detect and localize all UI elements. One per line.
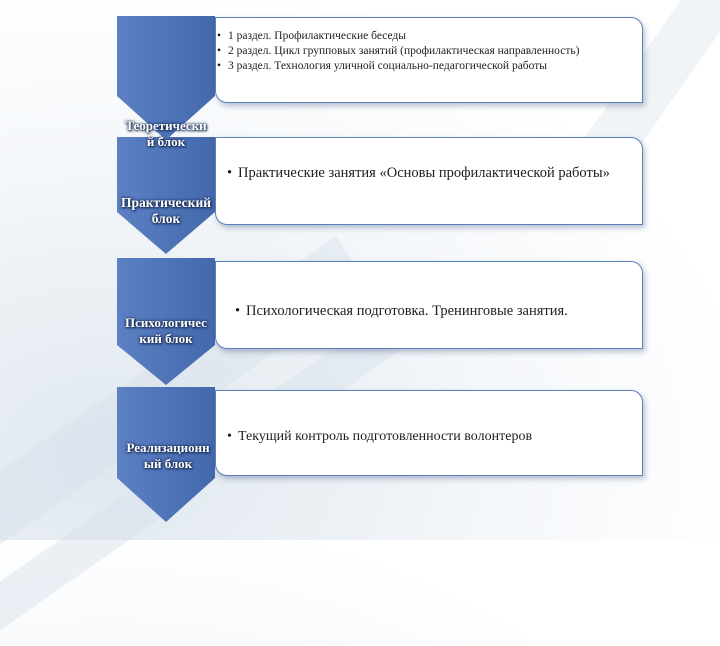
list-item: • 2 раздел. Цикл групповых занятий (профилактическая направленность) bbox=[228, 44, 638, 59]
content-box-psychological bbox=[215, 261, 643, 349]
block-label-theoretical: Теоретически й блок bbox=[125, 118, 207, 149]
block-label-psychological: Психологичес кий блок bbox=[125, 315, 207, 346]
block-label-practical: Практический блок bbox=[120, 195, 212, 226]
list-item: • Практические занятия «Основы профилактической работы» bbox=[238, 164, 634, 182]
content-box-implementation bbox=[215, 390, 643, 476]
block-label-implementation: Реализационн ый блок bbox=[126, 440, 210, 471]
list-item: • Текущий контроль подготовленности волонтеров bbox=[238, 428, 634, 446]
content-box-theoretical bbox=[215, 17, 643, 103]
list-item: • Психологическая подготовка. Тренинговые занятия. bbox=[246, 302, 638, 320]
list-item: • 1 раздел. Профилактические беседы bbox=[228, 29, 638, 44]
list-item: • 3 раздел. Технология уличной социально-педагогической работы bbox=[228, 59, 638, 74]
content-box-practical bbox=[215, 137, 643, 225]
